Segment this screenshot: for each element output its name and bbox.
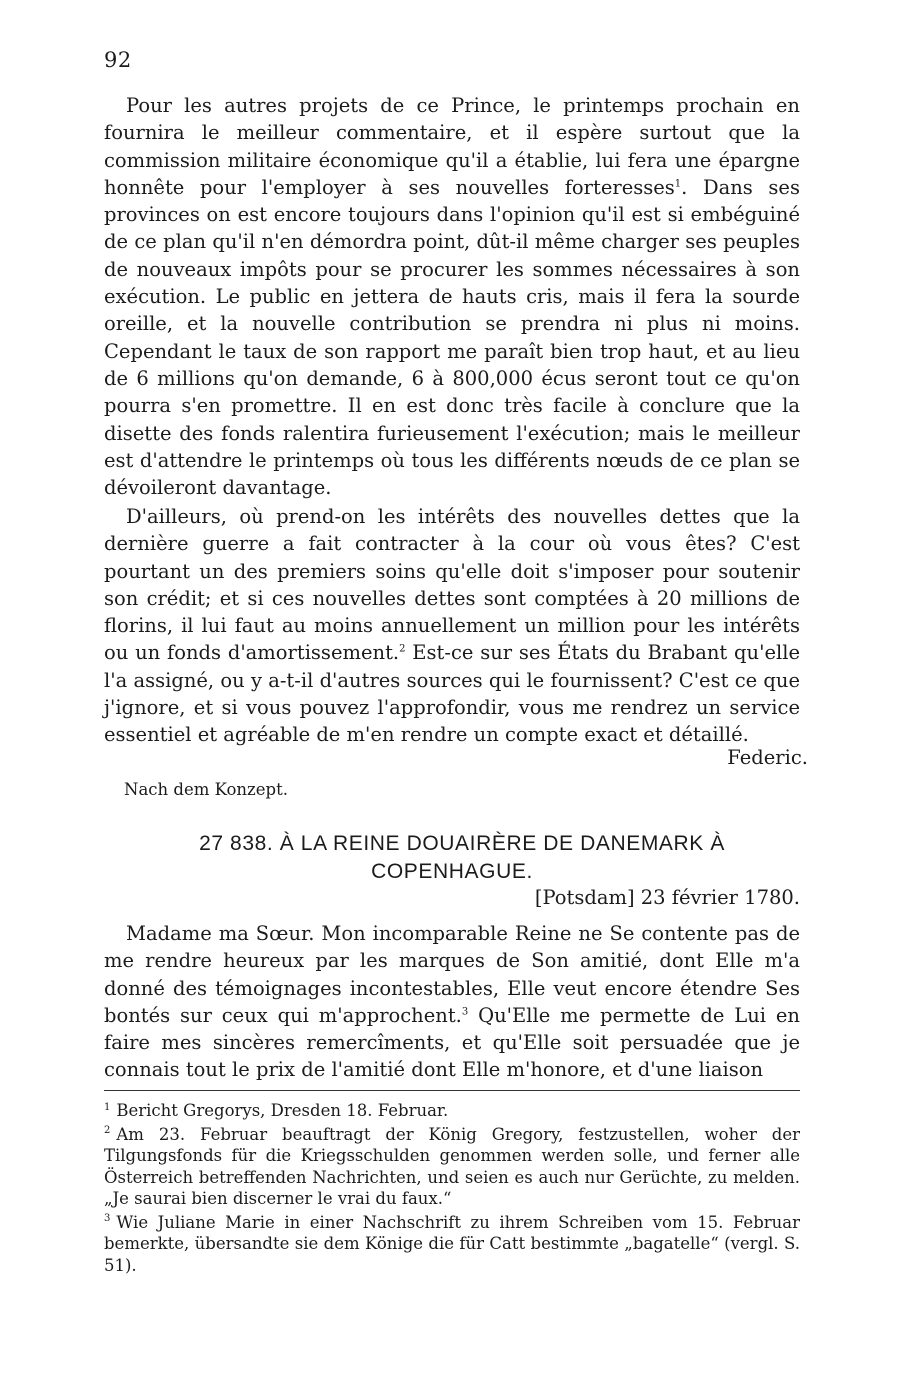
- letter1-text-c: D'ailleurs, où prend-on les intérêts des nouvelles dettes que la dernière guerre a fait contracter à la cour où vous êtes? C'est pourtant un des premiers soins qu'elle doit s'imposer pour soutenir son crédit; et si ces nouvelles dettes sont comptées à 20 millions de florins, il lui faut au moins annuellement un million pour les intérêts ou un fonds d'amortissement.: [104, 505, 800, 665]
- footnotes: [104, 1100, 800, 1278]
- footnote-number: 3: [104, 1213, 111, 1224]
- footnote-text: Wie Juliane Marie in einer Nachschrift zu ihrem Schreiben vom 15. Februar bemerkte, übersandte sie dem Könige die für Catt bestimmte „bagatelle“ (vergl. S. 51).: [104, 1212, 800, 1275]
- footnote-ref-3[interactable]: 3: [461, 1006, 469, 1018]
- letter1-text-a: Pour les autres projets de ce Prince, le printemps prochain en fournira le meilleur commentaire, et il espère surtout que la commission militaire économique qu'il a établie, lui fera une épargne honnête pour l'employer à ses nouvelles forteresses: [104, 94, 800, 199]
- footnote-number: 1: [104, 1101, 111, 1113]
- footnote-2: [104, 1124, 800, 1210]
- footnote-text: Bericht Gregorys, Dresden 18. Februar.: [116, 1101, 449, 1120]
- footnote-3: [104, 1212, 800, 1277]
- footnote-ref-1[interactable]: 1: [674, 178, 682, 190]
- letter1-text-d: Est-ce sur ses États du Brabant qu'elle l'a assigné, ou y a-t-il d'autres sources qui le fournissent? C'est ce que j'ignore, et si vous pouvez l'approfondir, vous me rendrez un service essentiel et agréable de m'en rendre un compte exact et détaillé.: [104, 641, 800, 747]
- letter2-heading-line2: COPENHAGUE.: [371, 860, 533, 883]
- source-note: Nach dem Konzept.: [124, 780, 288, 799]
- footnote-divider: [104, 1090, 800, 1091]
- letter2-heading: [104, 830, 800, 886]
- footnote-number: 2: [104, 1125, 111, 1136]
- letter1-text-b: . Dans ses provinces on est encore toujours dans l'opinion qu'il est si embéguiné de ce plan qu'il n'en démordra point, dût-il même charger ses peuples de nouveaux impôts pour se procurer les sommes nécessaires à son exécution. Le public en jettera de hauts cris, mais il fera la sourde oreille, et la nouvelle contribution se prendra ni plus ni moins. Cependant le taux de son rapport me paraît bien trop haut, et au lieu de 6 millions qu'on demande, 6 à 800,000 écus seront tout ce qu'on pourra s'en promettre. Il en est donc très facile à conclure que la disette des fonds ralentira furieusement l'exécution; mais le meilleur est d'attendre le printemps où tous les différents nœuds de ce plan se dévoileront davantage.: [104, 175, 800, 500]
- letter2-heading-line1: 27 838. À LA REINE DOUAIRÈRE DE DANEMARK À: [199, 832, 725, 855]
- footnote-text: Am 23. Februar beauftragt der König Gregory, festzustellen, woher der Tilgungsfonds für die Kriegsschulden genommen werden solle, und ferner alle Österreich betreffenden Nachrichten, und seien es auch nur Gerüchte, zu melden. „Je saurai bien discerner le vrai du faux.“: [104, 1124, 800, 1208]
- signature: Federic.: [727, 746, 808, 769]
- footnote-ref-2[interactable]: 2: [399, 643, 406, 655]
- letter2-text-a: Madame ma Sœur. Mon incomparable Reine ne Se contente pas de me rendre heureux par les marques de Son amitié, dont Elle m'a donné des témoignages incontestables, Elle veut encore étendre Ses bontés sur ceux qui m'approchent.: [104, 922, 800, 1027]
- letter2-paragraph-1: [104, 920, 800, 1084]
- letter2-text-b: Qu'Elle me permette de Lui en faire mes sincères remercîments, et qu'Elle soit persuadée que je connais tout le prix de l'amitié dont Elle m'honore, et d'une liaison: [104, 1003, 800, 1082]
- letter1-paragraph-1: [104, 92, 800, 501]
- footnote-1: [104, 1100, 800, 1122]
- letter1-paragraph-2: [104, 503, 800, 749]
- page-number: 92: [104, 48, 132, 72]
- letter2-place-date: [Potsdam] 23 février 1780.: [534, 886, 800, 909]
